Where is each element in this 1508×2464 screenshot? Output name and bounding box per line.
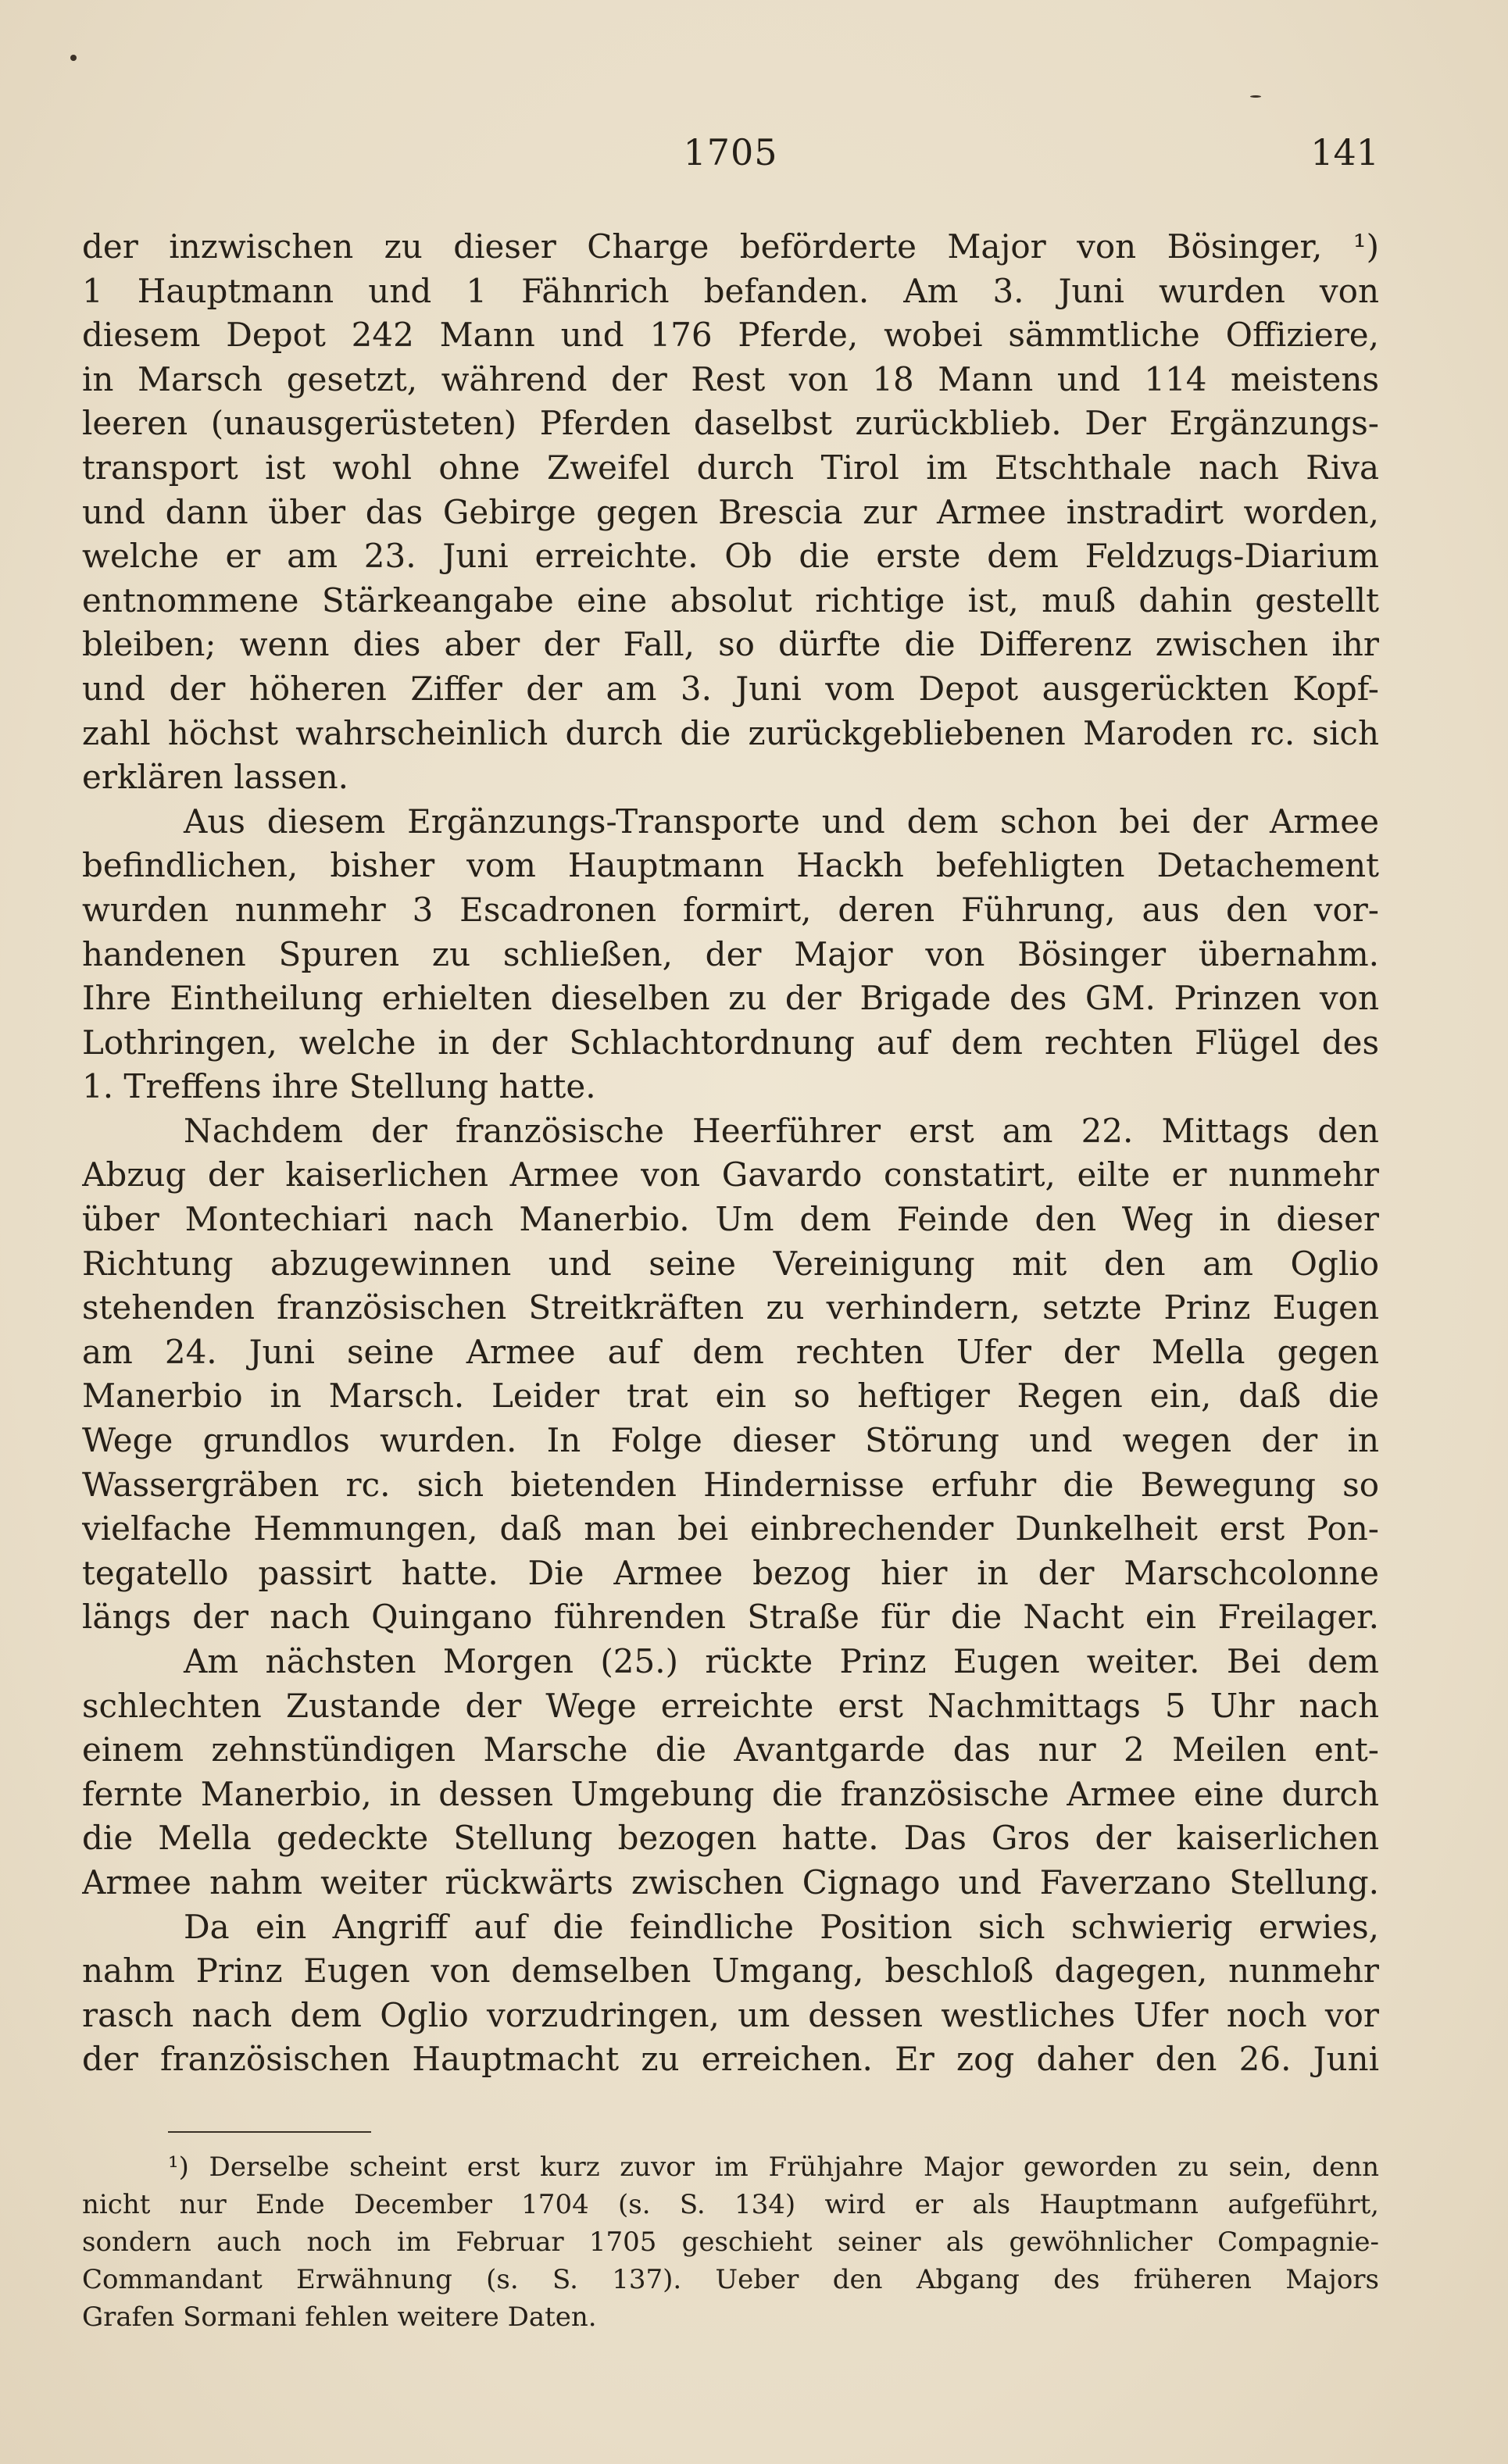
text-line: befindlichen, bisher vom Hauptmann Hackh befehligten Detachement	[82, 846, 1379, 885]
footnote-line: Grafen Sormani fehlen weitere Daten.	[82, 2302, 597, 2333]
running-header	[82, 131, 1379, 186]
text-line: diesem Depot 242 Mann und 176 Pferde, wobei sämmtliche Offiziere,	[82, 316, 1379, 355]
text-line: 1. Treffens ihre Stellung hatte.	[82, 1067, 596, 1106]
text-line: über Montechiari nach Manerbio. Um dem Feinde den Weg in dieser	[82, 1200, 1379, 1239]
footnote-line: ¹) Derselbe scheint erst kurz zuvor im Frühjahre Major geworden zu sein, denn	[168, 2152, 1379, 2183]
text-line: einem zehnstündigen Marsche die Avantgarde das nur 2 Meilen ent-	[82, 1730, 1379, 1769]
footnotes	[82, 2148, 1379, 2336]
text-line: längs der nach Quingano führenden Straße für die Nacht ein Freilager.	[82, 1598, 1379, 1637]
text-line: nahm Prinz Eugen von demselben Umgang, beschloß dagegen, nunmehr	[82, 1952, 1379, 1991]
ink-speck	[70, 55, 77, 61]
text-line: der französischen Hauptmacht zu erreichen. Er zog daher den 26. Juni	[82, 2040, 1379, 2079]
text-line: fernte Manerbio, in dessen Umgebung die französische Armee eine durch	[82, 1774, 1379, 1813]
text-line: schlechten Zustande der Wege erreichte erst Nachmittags 5 Uhr nach	[82, 1686, 1379, 1725]
footnote-line: sondern auch noch im Februar 1705 geschieht seiner als gewöhnlicher Compagnie-	[82, 2227, 1379, 2258]
text-line: Richtung abzugewinnen und seine Vereinigung mit den am Oglio	[82, 1244, 1379, 1283]
text-line: leeren (unausgerüsteten) Pferden daselbst zurückblieb. Der Ergänzungs-	[82, 404, 1379, 443]
text-line: wurden nunmehr 3 Escadronen formirt, deren Führung, aus den vor-	[82, 890, 1379, 929]
text-line: und der höheren Ziffer der am 3. Juni vom Depot ausgerückten Kopf-	[82, 669, 1379, 708]
ink-speck	[1250, 95, 1261, 98]
footnote-line: nicht nur Ende December 1704 (s. S. 134) wird er als Hauptmann aufgeführt,	[82, 2189, 1379, 2220]
text-line: entnommene Stärkeangabe eine absolut richtige ist, muß dahin gestellt	[82, 580, 1379, 620]
footnote-line: Commandant Erwähnung (s. S. 137). Ueber den Abgang des früheren Majors	[82, 2264, 1379, 2295]
text-line: am 24. Juni seine Armee auf dem rechten Ufer der Mella gegen	[82, 1332, 1379, 1371]
text-line: Abzug der kaiserlichen Armee von Gavardo constatirt, eilte er nunmehr	[82, 1155, 1379, 1195]
footnote-divider	[168, 2131, 371, 2133]
header-year: 1705	[683, 131, 778, 173]
text-line: transport ist wohl ohne Zweifel durch Tirol im Etschthale nach Riva	[82, 448, 1379, 487]
text-line: erklären lassen.	[82, 758, 349, 797]
text-line: handenen Spuren zu schließen, der Major von Bösinger übernahm.	[82, 934, 1379, 973]
text-line: in Marsch gesetzt, während der Rest von 18 Mann und 114 meistens	[82, 359, 1379, 398]
text-line: Lothringen, welche in der Schlachtordnung auf dem rechten Flügel des	[82, 1023, 1379, 1062]
body-text	[82, 225, 1379, 2082]
text-line: Manerbio in Marsch. Leider trat ein so heftiger Regen ein, daß die	[82, 1377, 1379, 1416]
text-line: die Mella gedeckte Stellung bezogen hatte. Das Gros der kaiserlichen	[82, 1819, 1379, 1858]
text-line: bleiben; wenn dies aber der Fall, so dürfte die Differenz zwischen ihr	[82, 625, 1379, 664]
text-line: Nachdem der französische Heerführer erst am 22. Mittags den	[184, 1111, 1379, 1150]
text-line: und dann über das Gebirge gegen Brescia zur Armee instradirt worden,	[82, 492, 1379, 531]
text-line: 1 Hauptmann und 1 Fähnrich befanden. Am 3. Juni wurden von	[82, 271, 1379, 310]
text-line: Wassergräben rc. sich bietenden Hindernisse erfuhr die Bewegung so	[82, 1465, 1379, 1504]
text-line: welche er am 23. Juni erreichte. Ob die erste dem Feldzugs-Diarium	[82, 537, 1379, 576]
text-line: der inzwischen zu dieser Charge beförderte Major von Bösinger, ¹)	[82, 227, 1379, 266]
text-line: rasch nach dem Oglio vorzudringen, um dessen westliches Ufer noch vor	[82, 1995, 1379, 2034]
text-line: Am nächsten Morgen (25.) rückte Prinz Eugen weiter. Bei dem	[184, 1642, 1379, 1680]
text-line: Da ein Angriff auf die feindliche Position sich schwierig erwies,	[184, 1907, 1379, 1946]
text-line: zahl höchst wahrscheinlich durch die zurückgebliebenen Maroden rc. sich	[82, 713, 1379, 752]
page-number: 141	[1310, 131, 1379, 173]
text-line: vielfache Hemmungen, daß man bei einbrechender Dunkelheit erst Pon-	[82, 1509, 1379, 1548]
text-line: Ihre Eintheilung erhielten dieselben zu der Brigade des GM. Prinzen von	[82, 979, 1379, 1018]
text-line: Wege grundlos wurden. In Folge dieser Störung und wegen der in	[82, 1421, 1379, 1460]
text-line: Armee nahm weiter rückwärts zwischen Cignago und Faverzano Stellung.	[82, 1862, 1379, 1902]
text-line: Aus diesem Ergänzungs-Transporte und dem schon bei der Armee	[184, 802, 1379, 841]
text-line: tegatello passirt hatte. Die Armee bezog hier in der Marschcolonne	[82, 1553, 1379, 1592]
text-line: stehenden französischen Streitkräften zu verhindern, setzte Prinz Eugen	[82, 1288, 1379, 1327]
